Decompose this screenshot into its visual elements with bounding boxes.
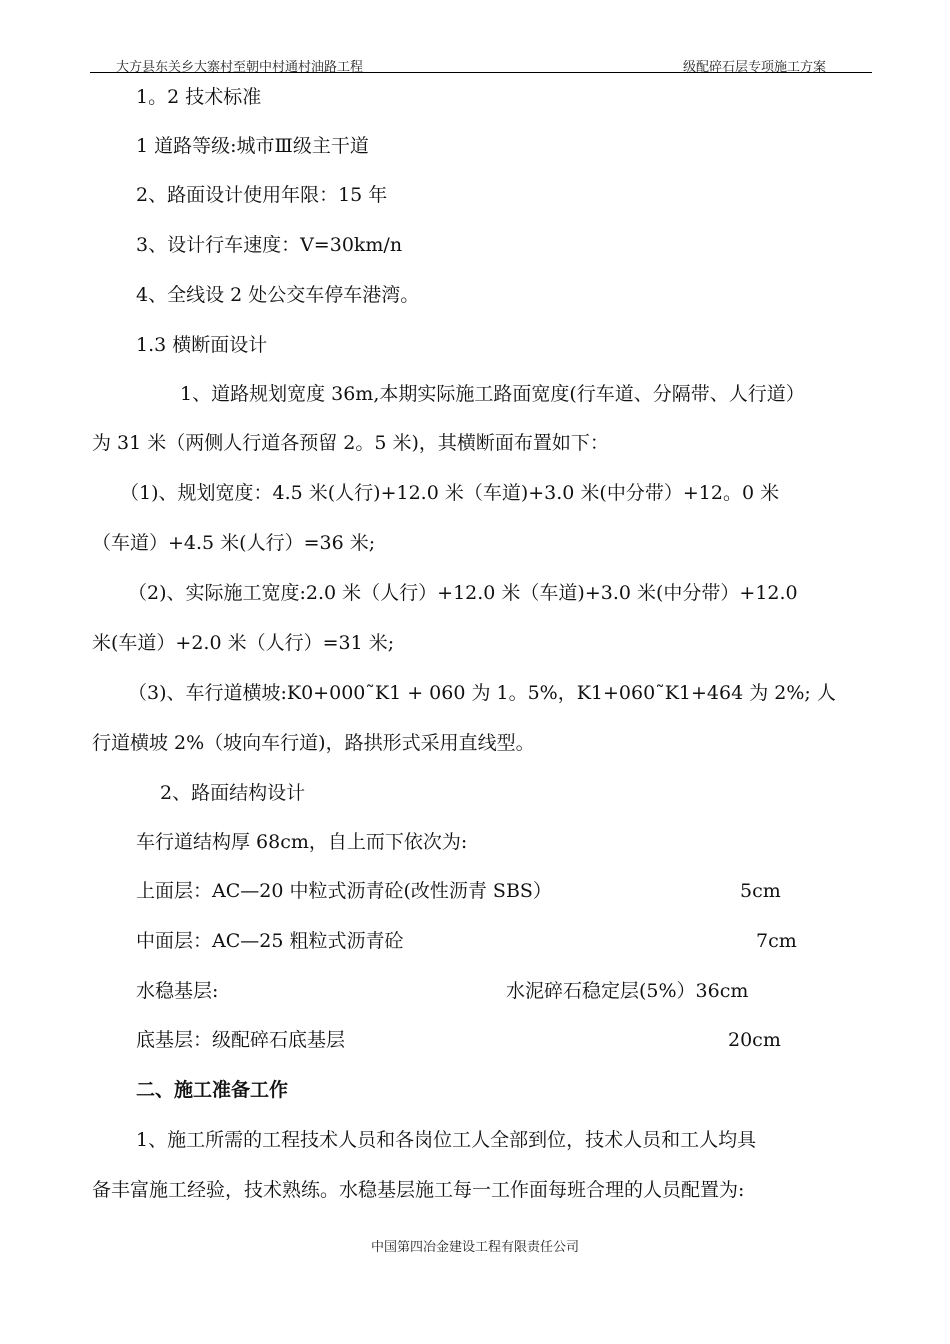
standard-item-1: 1 道路等级:城市Ⅲ级主干道 xyxy=(136,135,369,157)
cross-slope-line-1: （3)、车行道横坡:K0+000˜K1 + 060 为 1。5%，K1+060˜K1+464 为 2%; 人 xyxy=(128,682,836,704)
layer-subbase-thickness: 20cm xyxy=(728,1029,781,1051)
chapter-2-title: 二、施工准备工作 xyxy=(136,1079,289,1101)
standard-item-3: 3、设计行车速度：V=30km/n xyxy=(136,234,403,256)
structure-intro: 车行道结构厚 68cm，自上而下依次为: xyxy=(136,831,468,853)
header-project-name: 大方县东关乡大寨村至朝中村通村油路工程 xyxy=(116,60,364,75)
standard-item-4: 4、全线设 2 处公交车停车港湾。 xyxy=(136,284,420,306)
layer-base-material: 水泥碎石稳定层(5%）36cm xyxy=(506,980,749,1002)
header-rule xyxy=(90,72,872,73)
cross-section-para-line-1: 1、道路规划宽度 36m,本期实际施工路面宽度(行车道、分隔带、人行道） xyxy=(180,383,805,405)
planned-width-line-2: （车道）+4.5 米(人行）=36 米; xyxy=(92,532,376,554)
header-doc-title: 级配碎石层专项施工方案 xyxy=(683,60,827,75)
standard-item-2: 2、路面设计使用年限：15 年 xyxy=(136,184,388,206)
prep-para-line-2: 备丰富施工经验，技术熟练。水稳基层施工每一工作面每班合理的人员配置为: xyxy=(92,1179,745,1201)
prep-para-line-1: 1、施工所需的工程技术人员和各岗位工人全部到位，技术人员和工人均具 xyxy=(136,1129,757,1151)
actual-width-line-1: （2)、实际施工宽度:2.0 米（人行）+12.0 米（车道)+3.0 米(中分带）+12.0 xyxy=(128,582,798,604)
section-1-2-title: 1。2 技术标准 xyxy=(136,86,262,108)
actual-width-line-2: 米(车道）+2.0 米（人行）=31 米; xyxy=(92,632,395,654)
section-1-3-title: 1.3 横断面设计 xyxy=(136,334,268,356)
footer-company: 中国第四冶金建设工程有限责任公司 xyxy=(370,1240,579,1255)
layer-middle-thickness: 7cm xyxy=(756,930,797,952)
layer-upper-thickness: 5cm xyxy=(740,880,781,902)
layer-upper-name: 上面层：AC—20 中粒式沥青砼(改性沥青 SBS） xyxy=(136,880,552,902)
layer-middle-name: 中面层：AC—25 粗粒式沥青砼 xyxy=(136,930,404,952)
planned-width-line-1: （1)、规划宽度：4.5 米(人行)+12.0 米（车道)+3.0 米(中分带）+12。0 米 xyxy=(120,482,780,504)
layer-base-name: 水稳基层: xyxy=(136,980,219,1002)
cross-slope-line-2: 行道横坡 2%（坡向车行道)，路拱形式采用直线型。 xyxy=(92,732,535,754)
cross-section-para-line-2: 为 31 米（两侧人行道各预留 2。5 米)，其横断面布置如下： xyxy=(92,432,609,454)
section-2-title: 2、路面结构设计 xyxy=(160,782,306,804)
layer-subbase-name: 底基层：级配碎石底基层 xyxy=(136,1029,346,1051)
